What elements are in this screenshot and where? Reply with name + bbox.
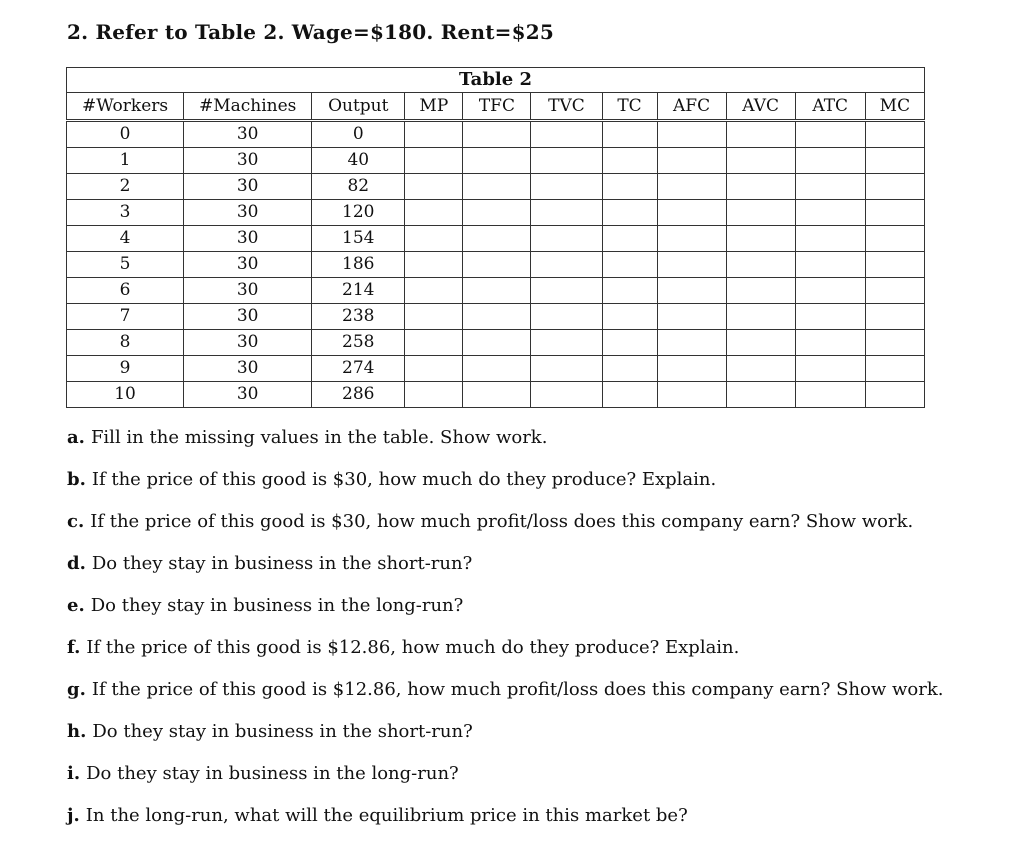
question-item — [67, 591, 967, 633]
cell-workers: 2 — [67, 174, 184, 200]
table-body — [67, 121, 925, 408]
cell-tvc — [531, 252, 602, 278]
cell-output: 120 — [312, 200, 405, 226]
question-text: Do they stay in business in the short-run? — [92, 721, 473, 742]
table-row — [67, 356, 925, 382]
question-text: Do they stay in business in the long-run? — [90, 595, 464, 616]
cell-workers: 5 — [67, 252, 184, 278]
cell-mc — [865, 252, 924, 278]
cell-tfc — [463, 200, 531, 226]
cell-output: 154 — [312, 226, 405, 252]
col-header-machines: #Machines — [184, 93, 312, 121]
cell-mc — [865, 278, 924, 304]
question-text: Do they stay in business in the long-run? — [86, 763, 459, 784]
cell-tvc — [531, 226, 602, 252]
cell-machines: 30 — [184, 121, 312, 148]
question-letter: i. — [67, 763, 81, 784]
cell-mc — [865, 121, 924, 148]
cell-tc — [602, 382, 657, 408]
cell-tc — [602, 278, 657, 304]
table-row — [67, 278, 925, 304]
cell-afc — [657, 304, 726, 330]
cell-tvc — [531, 330, 602, 356]
cell-avc — [726, 330, 795, 356]
cell-machines: 30 — [184, 356, 312, 382]
cell-atc — [795, 148, 865, 174]
cell-mc — [865, 330, 924, 356]
cell-tc — [602, 148, 657, 174]
cell-mp — [405, 148, 463, 174]
question-text: If the price of this good is $12.86, how much profit/loss does this company earn? Show work. — [91, 679, 944, 700]
question-list — [67, 423, 967, 843]
cell-tfc — [463, 226, 531, 252]
cell-mp — [405, 278, 463, 304]
question-letter: h. — [67, 721, 87, 742]
cell-workers: 1 — [67, 148, 184, 174]
cell-machines: 30 — [184, 382, 312, 408]
cell-mc — [865, 304, 924, 330]
cell-tc — [602, 121, 657, 148]
cell-output: 274 — [312, 356, 405, 382]
col-header-avc: AVC — [726, 93, 795, 121]
cell-tc — [602, 200, 657, 226]
cell-tc — [602, 330, 657, 356]
question-item — [67, 423, 967, 465]
cell-tfc — [463, 304, 531, 330]
cell-tfc — [463, 382, 531, 408]
question-item — [67, 717, 967, 759]
cell-workers: 10 — [67, 382, 184, 408]
cell-tc — [602, 356, 657, 382]
cell-mc — [865, 382, 924, 408]
cell-mp — [405, 200, 463, 226]
question-item — [67, 633, 967, 675]
table-header-row — [67, 93, 925, 121]
cell-mc — [865, 200, 924, 226]
col-header-afc: AFC — [657, 93, 726, 121]
cell-mp — [405, 174, 463, 200]
cell-atc — [795, 121, 865, 148]
question-item — [67, 675, 967, 717]
cell-mp — [405, 382, 463, 408]
cell-output: 0 — [312, 121, 405, 148]
cell-tvc — [531, 121, 602, 148]
cell-afc — [657, 226, 726, 252]
cell-avc — [726, 226, 795, 252]
question-item — [67, 759, 967, 801]
cell-afc — [657, 330, 726, 356]
cost-table — [66, 67, 925, 408]
cell-afc — [657, 121, 726, 148]
question-letter: g. — [67, 679, 86, 700]
table-caption: Table 2 — [67, 68, 925, 93]
col-header-atc: ATC — [795, 93, 865, 121]
cell-output: 238 — [312, 304, 405, 330]
cell-workers: 3 — [67, 200, 184, 226]
question-item — [67, 507, 967, 549]
question-letter: e. — [67, 595, 85, 616]
cost-table-container — [66, 67, 925, 408]
cell-afc — [657, 356, 726, 382]
cell-workers: 0 — [67, 121, 184, 148]
cell-machines: 30 — [184, 174, 312, 200]
cell-afc — [657, 174, 726, 200]
cell-mp — [405, 356, 463, 382]
cell-machines: 30 — [184, 226, 312, 252]
cell-workers: 7 — [67, 304, 184, 330]
table-row — [67, 121, 925, 148]
cell-atc — [795, 200, 865, 226]
cell-avc — [726, 382, 795, 408]
cell-mc — [865, 356, 924, 382]
cell-tc — [602, 226, 657, 252]
col-header-tfc: TFC — [463, 93, 531, 121]
table-row — [67, 330, 925, 356]
question-text: If the price of this good is $30, how much profit/loss does this company earn? Show work. — [90, 511, 914, 532]
cell-atc — [795, 356, 865, 382]
cell-afc — [657, 200, 726, 226]
cell-tvc — [531, 382, 602, 408]
cell-tfc — [463, 278, 531, 304]
cell-tvc — [531, 174, 602, 200]
table-row — [67, 200, 925, 226]
question-letter: j. — [67, 805, 80, 826]
cell-afc — [657, 148, 726, 174]
cell-tvc — [531, 148, 602, 174]
table-row — [67, 226, 925, 252]
cell-output: 214 — [312, 278, 405, 304]
cell-output: 82 — [312, 174, 405, 200]
cell-machines: 30 — [184, 252, 312, 278]
cell-avc — [726, 200, 795, 226]
table-row — [67, 148, 925, 174]
cell-tvc — [531, 356, 602, 382]
cell-atc — [795, 252, 865, 278]
cell-afc — [657, 382, 726, 408]
question-letter: c. — [67, 511, 85, 532]
cell-afc — [657, 252, 726, 278]
question-item — [67, 801, 967, 843]
cell-machines: 30 — [184, 148, 312, 174]
cell-mp — [405, 252, 463, 278]
cell-mp — [405, 121, 463, 148]
cell-tvc — [531, 278, 602, 304]
question-text: If the price of this good is $12.86, how much do they produce? Explain. — [86, 637, 740, 658]
cell-atc — [795, 330, 865, 356]
question-letter: d. — [67, 553, 86, 574]
cell-tfc — [463, 330, 531, 356]
cell-output: 258 — [312, 330, 405, 356]
col-header-tvc: TVC — [531, 93, 602, 121]
col-header-mp: MP — [405, 93, 463, 121]
cell-mc — [865, 226, 924, 252]
table-row — [67, 304, 925, 330]
table-row — [67, 252, 925, 278]
cell-workers: 9 — [67, 356, 184, 382]
cell-workers: 8 — [67, 330, 184, 356]
cell-afc — [657, 278, 726, 304]
cell-avc — [726, 148, 795, 174]
cell-tvc — [531, 200, 602, 226]
question-letter: a. — [67, 427, 85, 448]
question-text: Do they stay in business in the short-run? — [91, 553, 473, 574]
question-item — [67, 465, 967, 507]
cell-atc — [795, 304, 865, 330]
cell-avc — [726, 174, 795, 200]
cell-atc — [795, 226, 865, 252]
table-row — [67, 174, 925, 200]
cell-tc — [602, 304, 657, 330]
cell-output: 186 — [312, 252, 405, 278]
cell-atc — [795, 174, 865, 200]
question-text: In the long-run, what will the equilibrium price in this market be? — [85, 805, 688, 826]
cell-mp — [405, 304, 463, 330]
col-header-tc: TC — [602, 93, 657, 121]
cell-avc — [726, 304, 795, 330]
cell-tfc — [463, 356, 531, 382]
col-header-mc: MC — [865, 93, 924, 121]
cell-tc — [602, 252, 657, 278]
cell-mc — [865, 148, 924, 174]
question-letter: b. — [67, 469, 86, 490]
cell-output: 40 — [312, 148, 405, 174]
cell-tfc — [463, 148, 531, 174]
cell-tc — [602, 174, 657, 200]
cell-avc — [726, 252, 795, 278]
question-letter: f. — [67, 637, 81, 658]
cell-output: 286 — [312, 382, 405, 408]
cell-mc — [865, 174, 924, 200]
cell-atc — [795, 382, 865, 408]
cell-tvc — [531, 304, 602, 330]
question-text: Fill in the missing values in the table. Show work. — [90, 427, 548, 448]
cell-workers: 6 — [67, 278, 184, 304]
table-row — [67, 382, 925, 408]
cell-machines: 30 — [184, 200, 312, 226]
cell-machines: 30 — [184, 330, 312, 356]
cell-avc — [726, 278, 795, 304]
problem-heading: 2. Refer to Table 2. Wage=$180. Rent=$25 — [67, 20, 554, 44]
cell-tfc — [463, 121, 531, 148]
cell-avc — [726, 356, 795, 382]
cell-machines: 30 — [184, 304, 312, 330]
col-header-workers: #Workers — [67, 93, 184, 121]
cell-machines: 30 — [184, 278, 312, 304]
cell-mp — [405, 330, 463, 356]
question-item — [67, 549, 967, 591]
cell-workers: 4 — [67, 226, 184, 252]
cell-avc — [726, 121, 795, 148]
cell-tfc — [463, 252, 531, 278]
cell-tfc — [463, 174, 531, 200]
col-header-output: Output — [312, 93, 405, 121]
cell-atc — [795, 278, 865, 304]
cell-mp — [405, 226, 463, 252]
question-text: If the price of this good is $30, how much do they produce? Explain. — [91, 469, 717, 490]
